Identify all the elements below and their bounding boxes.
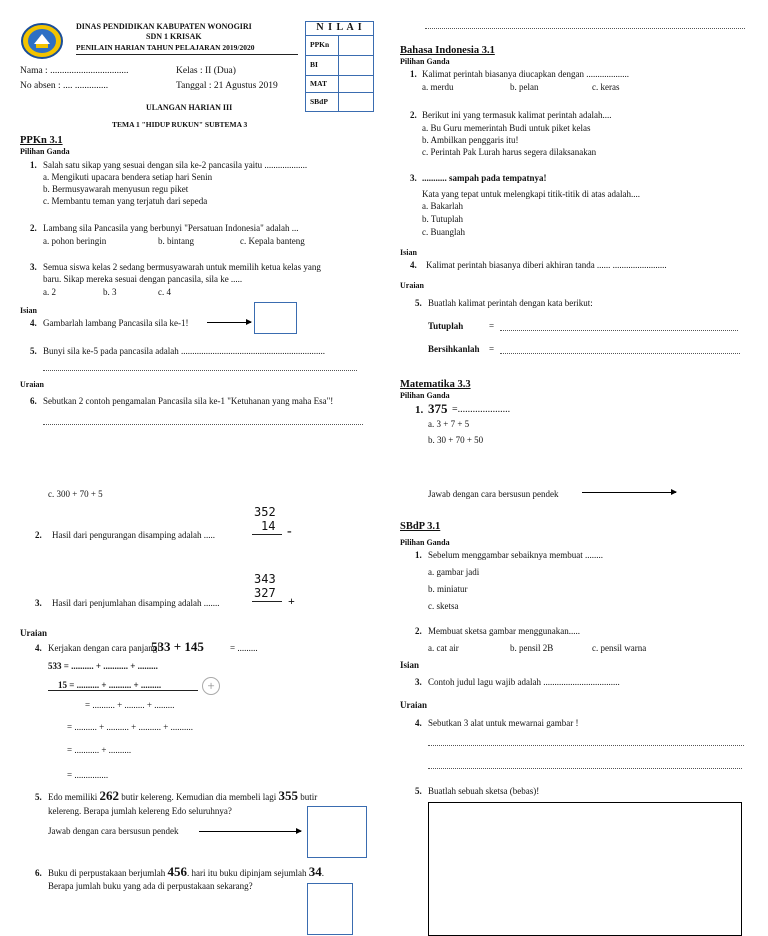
mat-q3-plus: +	[288, 594, 295, 608]
header-line-1: DINAS PENDIDIKAN KABUPATEN WONOGIRI	[76, 22, 252, 31]
sbdp-isian: Isian	[400, 660, 420, 670]
ppkn-q5-num: 5.	[30, 346, 37, 356]
top-answer-line[interactable]	[425, 28, 745, 29]
nilai-cell-ppkn[interactable]	[339, 35, 374, 55]
bi-q3: ........... sampah pada tempatnya!	[422, 173, 547, 183]
bi-title: Bahasa Indonesia 3.1	[400, 45, 495, 56]
bi-q1-c[interactable]: c. keras	[592, 82, 620, 92]
mat-q3-rule	[252, 601, 282, 602]
mat-q3-top: 343	[254, 572, 276, 586]
mat-pg: Pilihan Ganda	[400, 391, 450, 400]
nama-field[interactable]: Nama : .................................	[20, 66, 129, 76]
bi-q4: Kalimat perintah biasanya diberi akhiran tanda ...... ........................	[426, 260, 667, 270]
sbdp-q4: Sebutkan 3 alat untuk mewarnai gambar !	[428, 718, 579, 728]
ppkn-q4-arrow	[207, 322, 251, 323]
nilai-cell-bi[interactable]	[339, 55, 374, 75]
mat-q1-num: 1.	[415, 404, 424, 416]
ppkn-pg: Pilihan Ganda	[20, 147, 70, 156]
mat-q6-n2: 34	[308, 864, 322, 879]
ppkn-q2-c[interactable]: c. Kepala banteng	[240, 236, 305, 246]
mat-q4-pre: Kerjakan dengan cara panjang!	[48, 643, 161, 653]
bi-q1: Kalimat perintah biasanya diucapkan dengan ...................	[422, 69, 629, 79]
mat-q2: Hasil dari pengurangan disamping adalah .....	[52, 530, 215, 540]
header-rule	[76, 54, 298, 55]
nilai-cell-sbdp[interactable]	[339, 92, 374, 111]
bi-q5: Buatlah kalimat perintah dengan kata berikut:	[428, 298, 593, 308]
sbdp-sketch-box[interactable]	[428, 802, 742, 936]
mat-q3: Hasil dari penjumlahan disamping adalah .......	[52, 598, 220, 608]
mat-q3-bottom: 327	[254, 586, 276, 600]
sbdp-q1-num: 1.	[415, 550, 422, 560]
mat-q4-post: = .........	[230, 643, 258, 653]
mat-q6-end: .	[321, 868, 324, 878]
mat-q4-num: 4.	[35, 643, 42, 653]
mat-q4-row-1[interactable]: 533 = .......... + ........... + .........	[48, 661, 158, 671]
ppkn-q6-answer-line[interactable]	[43, 424, 363, 425]
mat-jawab-2: Jawab dengan cara bersusun pendek	[48, 826, 179, 836]
sbdp-q2-b[interactable]: b. pensil 2B	[510, 643, 554, 653]
mat-q1-a[interactable]: a. 3 + 7 + 5	[428, 419, 470, 429]
header-line-3: PENILAIN HARIAN TAHUN PELAJARAN 2019/2020	[76, 43, 255, 52]
sbdp-q2-num: 2.	[415, 626, 422, 636]
mat-q6-pre: Buku di perpustakaan berjumlah	[48, 868, 166, 878]
sbdp-q1: Sebelum menggambar sebaiknya membuat ........	[428, 550, 603, 560]
mat-q4-row-3[interactable]: = .......... + ......... + .........	[85, 700, 175, 710]
mat-q2-num: 2.	[35, 530, 42, 540]
ppkn-q4-answer-box[interactable]	[254, 302, 297, 334]
bi-q3-a[interactable]: a. Bakarlah	[422, 201, 463, 211]
nilai-label-mat: MAT	[306, 75, 339, 92]
ppkn-q3-l1: Semua siswa kelas 2 sedang bermusyawarah untuk memilih ketua kelas yang	[43, 262, 321, 272]
sbdp-q2-a[interactable]: a. cat air	[428, 643, 459, 653]
mat-q6-mid: . hari itu buku dipinjam sejumlah	[186, 868, 307, 878]
nilai-table	[305, 21, 374, 112]
bi-q1-num: 1.	[410, 69, 417, 79]
sbdp-q4-num: 4.	[415, 718, 422, 728]
tanggal-field: Tanggal : 21 Agustus 2019	[176, 81, 278, 91]
header-line-2: SDN 1 KRISAK	[146, 32, 202, 41]
ppkn-isian: Isian	[20, 306, 37, 315]
sbdp-q4-line-1[interactable]	[428, 745, 744, 746]
bi-answer-tutuplah[interactable]	[500, 330, 738, 331]
ppkn-title: PPKn 3.1	[20, 135, 63, 146]
sbdp-uraian: Uraian	[400, 700, 427, 710]
nilai-label-ppkn: PPKn	[306, 35, 339, 55]
mat-q4-rule	[48, 690, 198, 691]
ppkn-q2-num: 2.	[30, 223, 37, 233]
mat-q5-n2: 355	[278, 788, 298, 803]
bi-isian: Isian	[400, 248, 417, 257]
kelas-field: Kelas : II (Dua)	[176, 66, 236, 76]
sbdp-q5-num: 5.	[415, 786, 422, 796]
bi-q1-b[interactable]: b. pelan	[510, 82, 539, 92]
mat-q6-n1: 456	[167, 864, 187, 879]
mat-q1-number: 375	[428, 401, 448, 416]
nilai-label-sbdp: SBdP	[306, 92, 339, 111]
mat-q6-num: 6.	[35, 868, 42, 878]
nilai-cell-mat[interactable]	[339, 75, 374, 92]
mat-q6-line2: Berapa jumlah buku yang ada di perpustakaan sekarang?	[48, 881, 253, 891]
mat-q2-rule	[252, 534, 282, 535]
sbdp-q3-num: 3.	[415, 677, 422, 687]
ppkn-q5-answer-line[interactable]	[43, 370, 357, 371]
ppkn-q4: Gambarlah lambang Pancasila sila ke-1!	[43, 318, 189, 328]
mat-jawab-1: Jawab dengan cara bersusun pendek	[428, 489, 559, 499]
ppkn-q6-num: 6.	[30, 396, 37, 406]
mat-q1-b[interactable]: b. 30 + 70 + 50	[428, 435, 484, 445]
ppkn-q6: Sebutkan 2 contoh pengamalan Pancasila sila ke-1 "Ketuhanan yang maha Esa"!	[43, 396, 334, 406]
mat-q5-line1	[48, 788, 317, 804]
ppkn-q2-b[interactable]: b. bintang	[158, 236, 194, 246]
sbdp-q1-a[interactable]: a. gambar jadi	[428, 567, 480, 577]
mat-q4-expr: 533 + 145	[151, 639, 204, 654]
ppkn-q5: Bunyi sila ke-5 pada pancasila adalah ................................................................	[43, 346, 325, 356]
bi-q3-num: 3.	[410, 173, 417, 183]
sbdp-title: SBdP 3.1	[400, 521, 441, 532]
mat-title: Matematika 3.3	[400, 379, 471, 390]
nilai-label-bi: BI	[306, 55, 339, 75]
mat-q6-line1	[48, 864, 324, 880]
ppkn-q1-b[interactable]: b. Bermusyawarah menyusun regu piket	[43, 184, 189, 194]
mat-q5-n1: 262	[99, 788, 119, 803]
bi-q3-c[interactable]: c. Buanglah	[422, 227, 465, 237]
ppkn-q2: Lambang sila Pancasila yang berbunyi "Persatuan Indonesia" adalah ...	[43, 223, 299, 233]
bi-word-tutuplah: Tutuplah	[428, 321, 464, 331]
ppkn-q1-num: 1.	[30, 160, 37, 170]
bi-q2-c[interactable]: c. Perintah Pak Lurah harus segera dilaksanakan	[422, 147, 597, 157]
bi-q5-num: 5.	[415, 298, 422, 308]
ppkn-q3-c[interactable]: c. 4	[158, 287, 171, 297]
mat-q4-row-4[interactable]: = .......... + .......... + .......... + ..........	[67, 722, 194, 732]
mat-q2-minus: -	[287, 524, 292, 539]
ppkn-uraian: Uraian	[20, 380, 44, 389]
ppkn-q4-num: 4.	[30, 318, 37, 328]
mat-q5-line2: kelereng. Berapa jumlah kelereng Edo seluruhnya?	[48, 806, 232, 816]
sbdp-q3: Contoh judul lagu wajib adalah ..................................	[428, 677, 620, 687]
ppkn-q1: Salah satu sikap yang sesuai dengan sila ke-2 pancasila yaitu ...................	[43, 160, 308, 170]
bi-uraian: Uraian	[400, 281, 424, 290]
sbdp-q1-b[interactable]: b. miniatur	[428, 584, 468, 594]
bi-q2: Berikut ini yang termasuk kalimat perintah adalah....	[422, 110, 612, 120]
mat-q4-row-2[interactable]: 15 = .......... + .......... + .........	[58, 680, 162, 690]
sbdp-q5: Buatlah sebuah sketsa (bebas)!	[428, 786, 540, 796]
bi-q2-num: 2.	[410, 110, 417, 120]
mat-q1-rest: =.....................	[452, 404, 511, 415]
ppkn-q1-c[interactable]: c. Membantu teman yang terjatuh dari sepeda	[43, 196, 208, 206]
bi-eq-1: =	[489, 321, 495, 331]
bi-word-bersihkanlah: Bersihkanlah	[428, 344, 480, 354]
ppkn-q3-b[interactable]: b. 3	[103, 287, 117, 297]
mat-q4-row-6[interactable]: = ...............	[67, 770, 109, 780]
mat-q1-c[interactable]: c. 300 + 70 + 5	[48, 489, 103, 499]
bi-eq-2: =	[489, 344, 495, 354]
bi-q2-b[interactable]: b. Ambilkan penggaris itu!	[422, 135, 519, 145]
ppkn-q3-l2: baru. Sikap mereka sesuai dengan pancasila, sila ke .....	[43, 274, 243, 284]
exam-subtitle: TEMA 1 "HIDUP RUKUN" SUBTEMA 3	[112, 120, 248, 129]
mat-uraian: Uraian	[20, 628, 47, 638]
mat-q5-pre: Edo memiliki	[48, 792, 98, 802]
mat-jawab-1-arrow	[582, 492, 676, 493]
ppkn-q3-num: 3.	[30, 262, 37, 272]
ppkn-q2-a[interactable]: a. pohon beringin	[43, 236, 107, 246]
bi-q3-text: Kata yang tepat untuk melengkapi titik-titik di atas adalah....	[422, 189, 640, 199]
mat-q5-post: butir	[300, 792, 318, 802]
sbdp-q1-c[interactable]: c. sketsa	[428, 601, 459, 611]
bi-pg: Pilihan Ganda	[400, 57, 450, 66]
bi-answer-bersihkanlah[interactable]	[500, 353, 740, 354]
absen-field[interactable]: No absen : .... ..............	[20, 81, 109, 91]
bi-q4-num: 4.	[410, 260, 417, 270]
sbdp-pg: Pilihan Ganda	[400, 538, 450, 547]
mat-q5-answer-box[interactable]	[307, 806, 367, 858]
mat-q4-row-5[interactable]: = ........... + ..........	[67, 745, 132, 755]
mat-q6-answer-box[interactable]	[307, 883, 353, 935]
bi-q3-b[interactable]: b. Tutuplah	[422, 214, 464, 224]
exam-title: ULANGAN HARIAN III	[146, 103, 233, 112]
sbdp-q2: Membuat sketsa gambar menggunakan.....	[428, 626, 580, 636]
ppkn-q3-a[interactable]: a. 2	[43, 287, 56, 297]
bi-q1-a[interactable]: a. merdu	[422, 82, 454, 92]
sbdp-q2-c[interactable]: c. pensil warna	[592, 643, 647, 653]
school-logo	[20, 22, 64, 60]
mat-q2-top: 352	[254, 505, 276, 519]
mat-q5-num: 5.	[35, 792, 42, 802]
mat-jawab-2-arrow	[199, 831, 301, 832]
ppkn-q1-a[interactable]: a. Mengikuti upacara bendera setiap hari Senin	[43, 172, 213, 182]
mat-q3-num: 3.	[35, 598, 42, 608]
sbdp-q4-line-2[interactable]	[428, 768, 742, 769]
mat-q2-bottom: 14	[261, 519, 276, 533]
plus-cursor-icon: +	[202, 677, 220, 695]
nilai-title: N I L A I	[306, 22, 374, 36]
bi-q2-a[interactable]: a. Bu Guru memerintah Budi untuk piket kelas	[422, 123, 591, 133]
mat-q5-mid: butir kelereng. Kemudian dia membeli lagi	[121, 792, 277, 802]
